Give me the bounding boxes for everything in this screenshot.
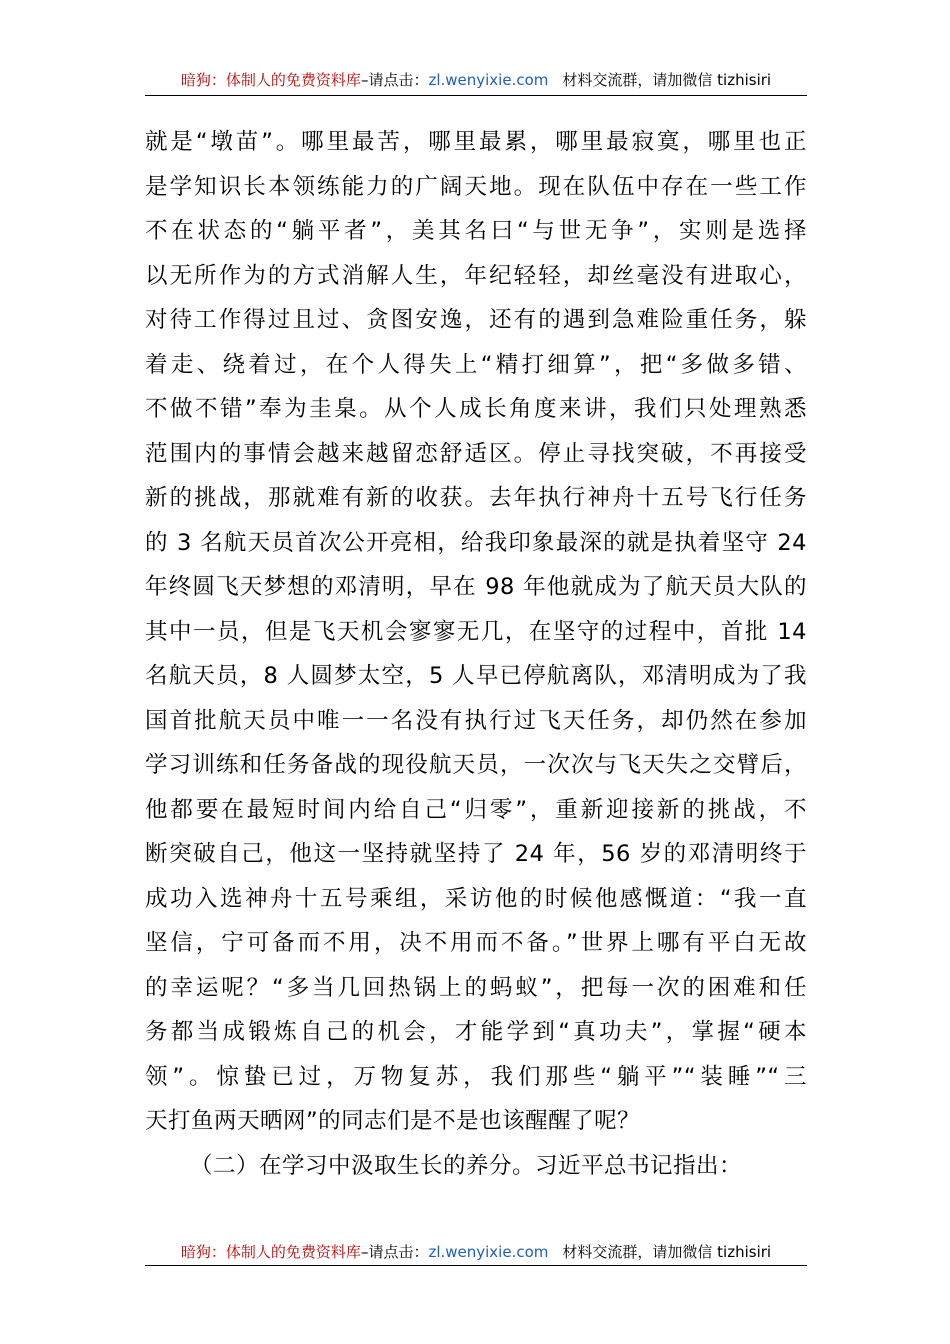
body-line: 是学知识长本领练能力的广阔天地。现在队伍中存在一些工作 xyxy=(145,173,807,200)
footer-url-link[interactable]: zl.wenyixie.com xyxy=(428,1243,549,1261)
header-url-link[interactable]: zl.wenyixie.com xyxy=(428,71,549,89)
footer-prompt-text: –请点击： xyxy=(360,1243,429,1261)
body-line: 国首批航天员中唯一一名没有执行过飞天任务，却仍然在参加 xyxy=(145,707,807,734)
header-divider xyxy=(145,95,807,96)
body-line: 年终圆飞天梦想的邓清明，早在 98 年他就成为了航天员大队的 xyxy=(145,574,807,600)
body-line: 成功入选神舟十五号乘组，采访他的时候他感慨道：“我一直 xyxy=(145,885,807,912)
body-line: 的 3 名航天员首次公开亮相，给我印象最深的就是执着坚守 24 xyxy=(145,529,807,556)
body-line: 学习训练和任务备战的现役航天员，一次次与飞天失之交臂后， xyxy=(145,752,807,778)
header-group-note: 材料交流群，请加微信 tizhisiri xyxy=(562,71,772,89)
body-line: 就是“墩苗”。哪里最苦，哪里最累，哪里最寂寞，哪里也正 xyxy=(145,129,807,155)
page-header xyxy=(145,70,807,90)
document-body xyxy=(145,120,807,1188)
body-line: 他都要在最短时间内给自己“归零”，重新迎接新的挑战，不 xyxy=(145,796,807,823)
footer-group-note: 材料交流群，请加微信 tizhisiri xyxy=(562,1243,772,1261)
header-prompt-text: –请点击： xyxy=(360,71,429,89)
body-line: 名航天员，8 人圆梦太空，5 人早已停航离队，邓清明成为了我 xyxy=(145,663,807,689)
body-line-paragraph-end: 天打鱼两天晒网”的同志们是不是也该醒醒了呢？ xyxy=(145,1108,641,1134)
body-line: 领”。惊蛰已过，万物复苏，我们那些“躺平”“装睡”“三 xyxy=(145,1063,807,1090)
body-line: 不在状态的“躺平者”，美其名曰“与世无争”，实则是选择 xyxy=(145,218,807,244)
body-line: 范围内的事情会越来越留恋舒适区。停止寻找突破，不再接受 xyxy=(145,440,807,467)
body-line: 新的挑战，那就难有新的收获。去年执行神舟十五号飞行任务 xyxy=(145,485,807,511)
body-line: 以无所作为的方式消解人生，年纪轻轻，却丝毫没有进取心， xyxy=(145,262,807,289)
body-line: 的幸运呢？“多当几回热锅上的蚂蚁”，把每一次的困难和任 xyxy=(145,974,807,1001)
page-footer xyxy=(145,1242,807,1262)
body-line: 着走、绕着过，在个人得失上“精打细算”，把“多做多错、 xyxy=(145,351,807,378)
body-line: 务都当成锻炼自己的机会，才能学到“真功夫”，掌握“硬本 xyxy=(145,1019,807,1045)
header-brand-text: 暗狗：体制人的免费资料库 xyxy=(180,71,361,89)
body-line: 断突破自己，他这一坚持就坚持了 24 年，56 岁的邓清明终于 xyxy=(145,841,807,867)
body-line: 其中一员，但是飞天机会寥寥无几，在坚守的过程中，首批 14 xyxy=(145,618,807,645)
footer-brand-text: 暗狗：体制人的免费资料库 xyxy=(180,1243,361,1261)
body-line: 坚信，宁可备而不用，决不用而不备。”世界上哪有平白无故 xyxy=(145,930,807,956)
footer-divider xyxy=(145,1265,807,1266)
section-heading-line: （二）在学习中汲取生长的养分。习近平总书记指出： xyxy=(190,1152,743,1179)
body-line: 对待工作得过且过、贪图安逸，还有的遇到急难险重任务，躲 xyxy=(145,307,807,333)
body-line: 不做不错”奉为圭臬。从个人成长角度来讲，我们只处理熟悉 xyxy=(145,396,807,422)
